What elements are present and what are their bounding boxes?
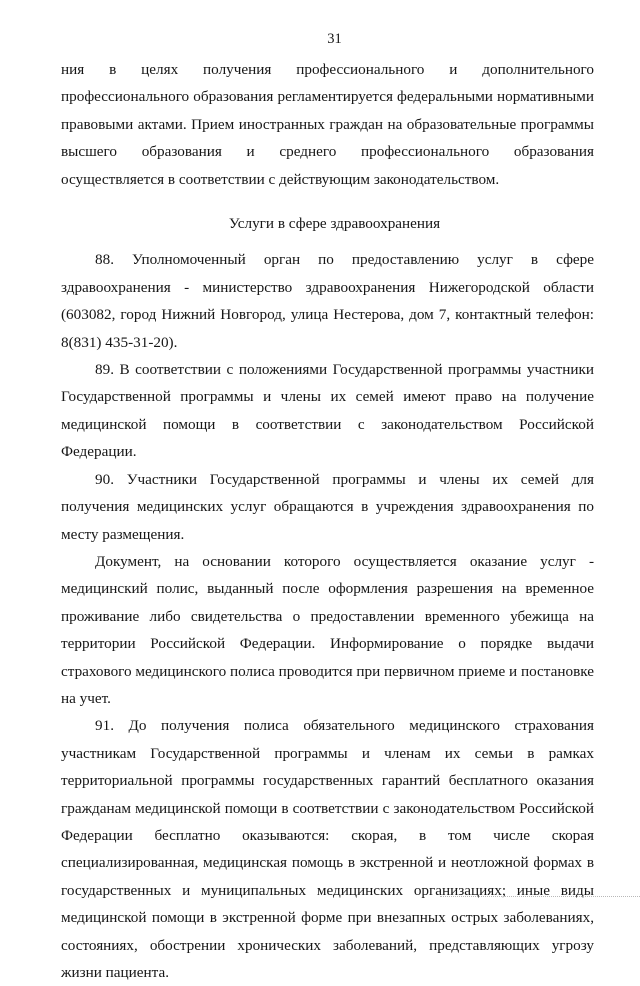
section-heading: Услуги в сфере здравоохранения	[228, 215, 441, 233]
paragraph-89: 89. В соответствии с положениями Государственной программы участники Государственной программы и члены их семей имеют право на получение медицинской помощи в соответствии с законодательством Российской Федерации.	[61, 361, 594, 461]
paragraph-88: 88. Уполномоченный орган по предоставлению услуг в сфере здравоохранения - министерство здравоохранения Нижегородской области (603082, город Нижний Новгород, улица Нестерова, дом 7, контактный телефон: 8(831) 435-31-20).	[61, 251, 594, 351]
paragraph-continuation: ния в целях получения профессионального и дополнительного профессионального образования регламентируется федеральными нормативными правовыми актами. Прием иностранных граждан на образовательные программы высшего образования и среднего профессионального образования осуществляется в соответствии с действующим законодательством.	[61, 61, 594, 188]
paragraph-medical-policy: Документ, на основании которого осуществляется оказание услуг - медицинский полис, выданный после оформления разрешения на временное проживание либо свидетельства о предоставлении временного убежища на территории Российской Федерации. Информирование о порядке выдачи страхового медицинского полиса проводится при первичном приеме и постановке на учет.	[61, 552, 594, 707]
scan-edge-dots	[440, 896, 640, 901]
page-number: 31	[327, 31, 342, 47]
paragraph-91: 91. До получения полиса обязательного медицинского страхования участникам Государственной программы и членам их семьи в рамках территориальной программы государственных гарантий бесплатного оказания гражданам медицинской помощи в соответствии с законодательством Российской Федерации бесплатно оказываются: скорая, в том числе скорая специализированная, медицинская помощь в экстренной и неотложной формах в государственных и муниципальных медицинских организациях; иные виды медицинской помощи в экстренной форме при внезапных острых заболеваниях, состояниях, обострении хронических заболеваний, представляющих угрозу жизни пациента.	[61, 717, 594, 981]
paragraph-90: 90. Участники Государственной программы и члены их семей для получения медицинских услуг обращаются в учреждения здравоохранения по месту размещения.	[61, 470, 594, 543]
